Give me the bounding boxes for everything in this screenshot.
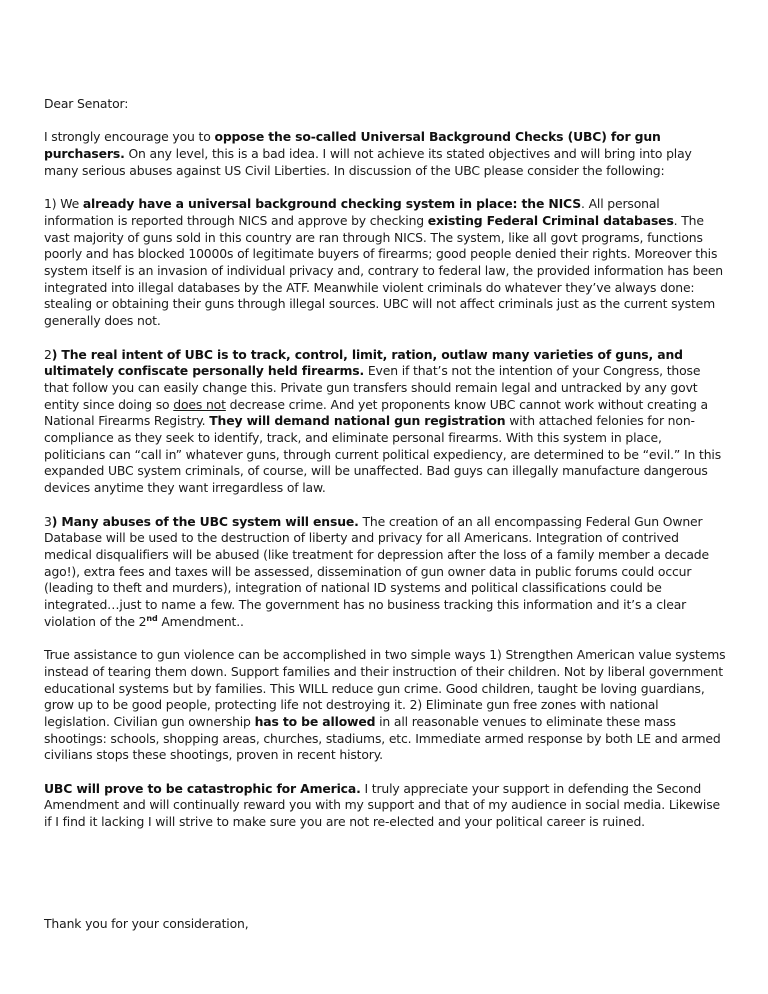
point-1-text-3: . The vast majority of guns sold in this country are ran through NICS. The system, like all govt programs, functions poorly and has blocked 10000s of legitimate buyers of firearms; good people denied their rights. Moreover this system itself is an invasion of individual privacy and, contrary to federal law, the provided information has been integrated into illegal databases by the ATF. Meanwhile violent criminals do whatever they’ve always done: stealing or obtaining their guns through illegal sources. UBC will not affect criminals just as the current system generally does not. bbox=[44, 212, 724, 329]
point-3-text-2: The creation of an all encompassing Federal Gun Owner Database will be used to the destruction of liberty and privacy for all Americans. Integration of contrived medical disqualifiers will be abused (like treatment for depression after the loss of a family member a decade ago!), extra fees and taxes will be assessed, dissemination of gun owner data in public forums could occur (leading to theft and murders), integration of national ID systems and political classifications could be integrated…just to name a few. The government has no business tracking this information and it’s a clear violation of the 2 bbox=[44, 513, 709, 629]
point-1-paragraph bbox=[44, 196, 726, 330]
solutions-text-1: True assistance to gun violence can be accomplished in two simple ways 1) Strengthen American value systems instead of tearing them down. Support families and their instruction of their children. Not by liberal government educational systems but by families. This WILL reduce gun crime. Good children, taught be loving guardians, grow up to be good people, protecting life not destroying it. 2) Eliminate gun free zones with national legislation. Civilian gun ownership bbox=[44, 647, 726, 729]
conclusion-paragraph bbox=[44, 781, 726, 831]
point-1-text-2: . All personal information is reported through NICS and approve by checking bbox=[44, 196, 660, 228]
intro-text-1: I strongly encourage you to bbox=[44, 129, 215, 145]
point-3-text-1: 3 bbox=[44, 513, 52, 529]
solutions-bold-1: has to be allowed bbox=[254, 713, 376, 729]
point-3-paragraph bbox=[44, 514, 726, 631]
conclusion-bold-1: UBC will prove to be catastrophic for America. bbox=[44, 780, 361, 796]
point-2-bold-2: They will demand national gun registration bbox=[209, 413, 506, 429]
point-2-text-4: with attached felonies for non-compliance as they seek to identify, track, and eliminate personal firearms. With this system in place, politicians can “call in” whatever guns, through current political expediency, are determined to be “evil.” In this expanded UBC system criminals, of course, will be unaffected. Bad guys can illegally manufacture dangerous devices anytime they want irregardless of law. bbox=[44, 413, 721, 496]
intro-paragraph bbox=[44, 129, 726, 179]
point-3-bold-1: ) Many abuses of the UBC system will ensue. bbox=[51, 513, 359, 529]
closing-line: Thank you for your consideration, bbox=[44, 916, 249, 931]
salutation: Dear Senator: bbox=[44, 96, 129, 111]
point-1-text-1: 1) We bbox=[44, 196, 83, 212]
point-3-superscript: nd bbox=[146, 613, 158, 623]
intro-text-2: On any level, this is a bad idea. I will not achieve its stated objectives and will bring into play many serious abuses against US Civil Liberties. In discussion of the UBC please consider the following: bbox=[44, 146, 692, 178]
point-2-paragraph bbox=[44, 347, 726, 497]
point-1-bold-1: already have a universal background checking system in place: the NICS bbox=[82, 196, 582, 212]
solutions-text-2: in all reasonable venues to eliminate these mass shootings: schools, shopping areas, churches, stadiums, etc. Immediate armed response by both LE and armed civilians stops these shootings, proven in recent history. bbox=[44, 713, 721, 763]
point-2-text-3: decrease crime. And yet proponents know UBC cannot work without creating a National Firearms Registry. bbox=[44, 396, 708, 429]
intro-bold-1: oppose the so-called Universal Background Checks (UBC) for gun purchasers. bbox=[44, 129, 661, 162]
point-2-bold-1: ) The real intent of UBC is to track, control, limit, ration, outlaw many varieties of guns, and ultimately confiscate personally held firearms. bbox=[44, 346, 683, 379]
solutions-paragraph bbox=[44, 647, 726, 764]
point-3-text-3: Amendment.. bbox=[157, 613, 244, 629]
conclusion-text-1: I truly appreciate your support in defending the Second Amendment and will continually reward you with my support and that of my audience in social media. Likewise if I find it lacking I will strive to make sure you are not re-elected and your political career is ruined. bbox=[44, 780, 720, 830]
point-2-text-1: 2 bbox=[44, 346, 52, 362]
point-1-bold-2: existing Federal Criminal databases bbox=[427, 212, 674, 228]
letter-body bbox=[44, 96, 726, 848]
point-2-underline: does not bbox=[173, 396, 226, 412]
point-2-text-2: Even if that’s not the intention of your Congress, those that follow you can easily change this. Private gun transfers should remain legal and untracked by any govt entity since doing so bbox=[44, 363, 701, 412]
